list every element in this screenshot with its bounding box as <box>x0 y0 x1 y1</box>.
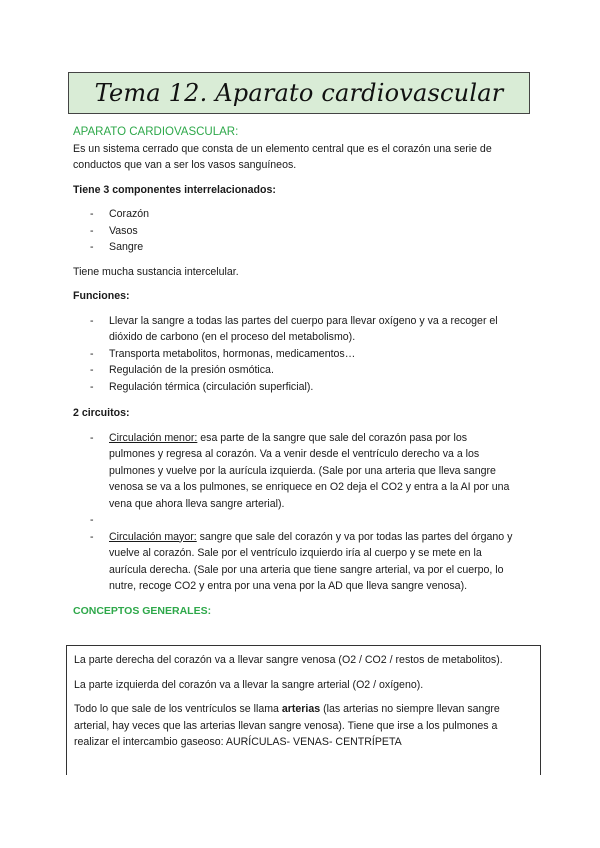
functions-list <box>73 313 543 396</box>
list-item: - Vasos <box>90 224 138 237</box>
components-heading: Tiene 3 componentes interrelacionados: <box>73 183 276 196</box>
intro-line-1: Es un sistema cerrado que consta de un elemento central que es el corazón una serie de <box>73 142 492 155</box>
list-item: - Regulación térmica (circulación superficial). <box>90 380 314 393</box>
section-heading-conceptos: CONCEPTOS GENERALES: <box>73 604 212 617</box>
circulation-major-label: Circulación mayor: <box>109 530 197 543</box>
list-item: - Sangre <box>90 241 144 253</box>
concept-para-1: La parte derecha del corazón va a llevar sangre venosa (O2 / CO2 / restos de metabolitos). <box>74 654 503 666</box>
list-item: - Transporta metabolitos, hormonas, medicamentos… <box>90 347 356 360</box>
circuits-list <box>73 430 543 595</box>
functions-heading: Funciones: <box>73 290 130 302</box>
title-box <box>68 72 530 114</box>
substance-text: Tiene mucha sustancia intercelular. <box>73 265 239 278</box>
page-title: Tema 12. Aparato cardiovascular <box>94 79 504 107</box>
list-item: - Regulación de la presión osmótica. <box>90 364 274 376</box>
concepts-box <box>66 645 541 775</box>
concept-para-2: La parte izquierda del corazón va a llevar la sangre arterial (O2 / oxígeno). <box>74 678 424 691</box>
list-item: - Llevar la sangre a todas las partes del cuerpo para llevar oxígeno y va a recoger el dióxido de carbono (en el proceso del metabolismo). <box>90 314 498 343</box>
list-item: - Circulación mayor: sangre que sale del corazón y va por todas las partes del órgano y vuelve al corazón. Sale por el ventrículo izquierdo iría al cuerpo y se mete en la aurícula derecha. (Sale por una arteria que tiene sangre arterial, va por el cuerpo, lo nutre, recoge CO2 y entra por una vena por la AD que lleva sangre venosa). <box>90 530 513 592</box>
list-item: - Circulación menor: esa parte de la sangre que sale del corazón pasa por los pulmones y regresa al corazón. Va a venir desde el ventrículo derecho va a los pulmones y vuelve por la aurícula izquierda. (Sale por una arteria que lleva sangre venosa se va a los pulmones, se enriquece en O2 deja el CO2 y entra a la AI por una vena que ahora lleva sangre arterial). <box>90 431 510 510</box>
circuits-heading: 2 circuitos: <box>73 407 130 419</box>
intro-line-2: conductos que van a ser los vasos sanguíneos. <box>73 159 297 171</box>
components-list <box>73 206 543 256</box>
concept-para-3: Todo lo que sale de los ventrículos se llama arterias (las arterias no siempre llevan sangre arterial, hay veces que las arterias llevan sangre venosa). Tiene que irse a los pulmones a realizar el intercambio gaseoso: AURÍCULAS- VENAS- CENTRÍPETA <box>74 703 500 748</box>
list-item: - Corazón <box>90 208 150 220</box>
section-heading-aparato: APARATO CARDIOVASCULAR: <box>73 126 239 138</box>
main-content <box>73 124 543 619</box>
list-item-empty: - <box>90 514 94 526</box>
circulation-minor-label: Circulación menor: <box>109 431 198 444</box>
